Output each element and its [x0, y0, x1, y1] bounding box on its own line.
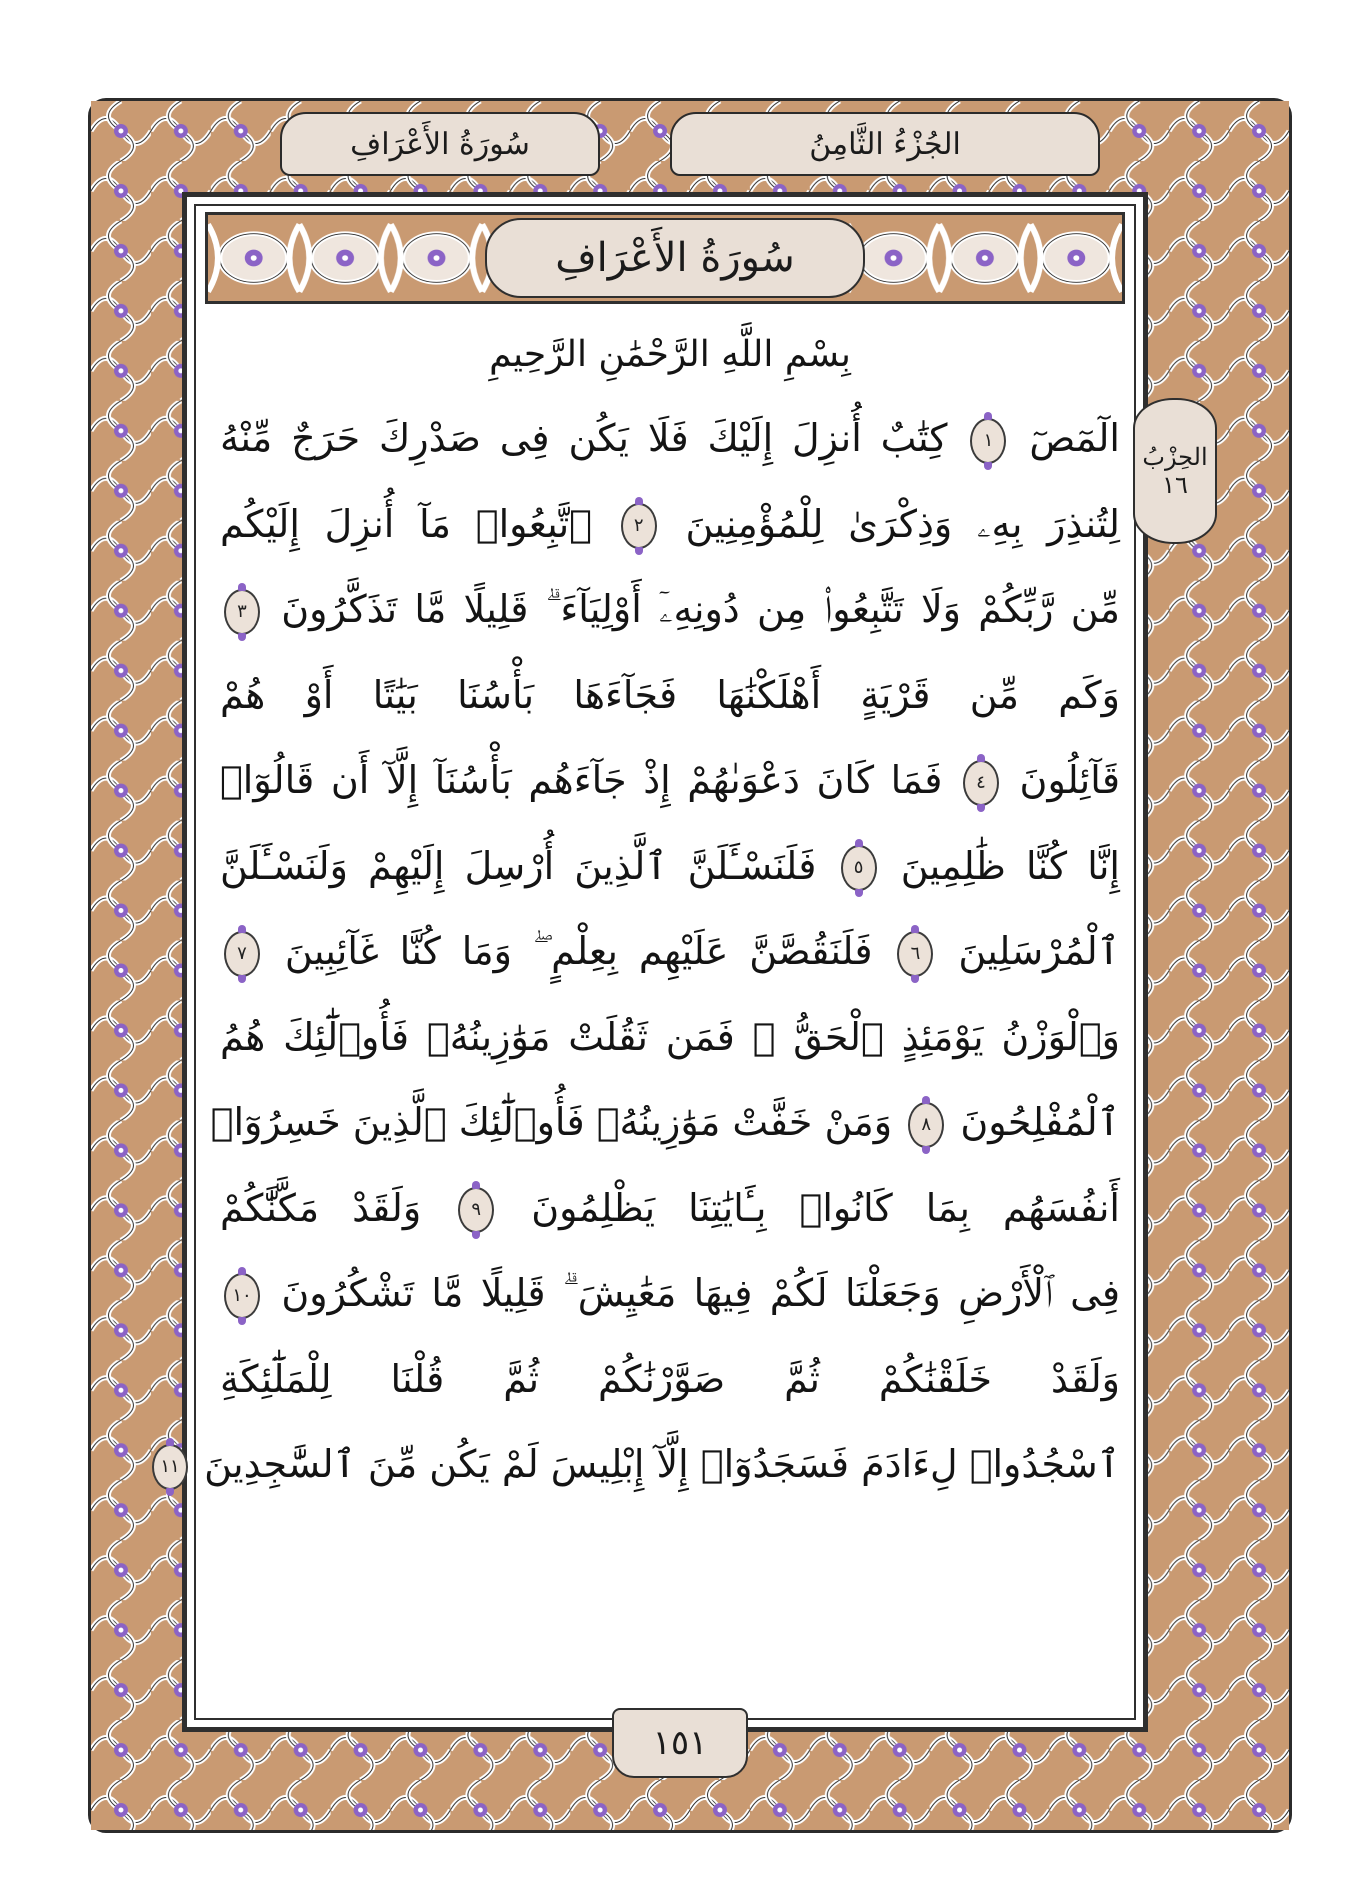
- verse-line: [160, 1424, 1120, 1504]
- verse-text: وَلَقَدْ مَكَّنَّٰكُمْ: [220, 1185, 422, 1230]
- verse-line: [220, 484, 1120, 564]
- juz-title: الجُزْءُ الثَّامِنُ: [670, 112, 1100, 176]
- basmala: بِسْمِ اللَّهِ الرَّحْمَٰنِ الرَّحِيمِ: [489, 334, 851, 375]
- verse-text: مِّن رَّبِّكُمْ وَلَا تَتَّبِعُوا۟ مِن دُونِهِۦٓ أَوْلِيَآءَ ۗ قَلِيلًا مَّا تَذَكَّرُونَ: [281, 587, 1120, 631]
- verse-text: وَمَنْ خَفَّتْ مَوَٰزِينُهُۥ فَأُو۟لَٰٓئِكَ ٱلَّذِينَ خَسِرُوٓا۟: [210, 1100, 893, 1144]
- verse-line: [220, 1339, 1120, 1419]
- verse-text: قَآئِلُونَ: [1019, 758, 1120, 802]
- verse-line: [220, 1168, 1120, 1248]
- verse-line: [220, 740, 1120, 820]
- verse-text: وَٱلْوَزْنُ يَوْمَئِذٍ ٱلْحَقُّ ۚ فَمَن ثَقُلَتْ مَوَٰزِينُهُۥ فَأُو۟لَٰٓئِكَ هُمُ: [220, 1014, 1120, 1059]
- verse-line: [220, 997, 1120, 1077]
- verse-text: ٱسْجُدُوا۟ لِءَادَمَ فَسَجَدُوٓا۟ إِلَّآ إِبْلِيسَ لَمْ يَكُن مِّنَ ٱلسَّٰجِدِينَ: [204, 1442, 1120, 1486]
- verse-text: وَكَم مِّن قَرْيَةٍ أَهْلَكْنَٰهَا فَجَآءَهَا بَأْسُنَا بَيَٰتًا أَوْ هُمْ: [220, 672, 1120, 717]
- ayah-number-marker: ٤: [963, 760, 999, 806]
- hizb-number: ١٦: [1162, 471, 1188, 499]
- verse-line: [220, 1253, 1120, 1333]
- ayah-number-marker: ٧: [224, 931, 260, 977]
- verse-text: ٱلْمُرْسَلِينَ: [958, 929, 1120, 973]
- verse-text: الٓمٓصٓ: [1029, 416, 1120, 460]
- verse-text: فِى ٱلْأَرْضِ وَجَعَلْنَا لَكُمْ فِيهَا مَعَٰيِشَ ۗ قَلِيلًا مَّا تَشْكُرُونَ: [281, 1271, 1120, 1315]
- ayah-number-marker: ١: [970, 418, 1006, 464]
- page-header: [150, 112, 1230, 180]
- ayah-number-marker: ٦: [897, 931, 933, 977]
- verse-text: أَنفُسَهُم بِمَا كَانُوا۟ بِـَٔايَٰتِنَا يَظْلِمُونَ: [531, 1185, 1120, 1230]
- ayah-number-marker: ٢: [621, 503, 657, 549]
- ayah-number-marker: ١٠: [224, 1273, 260, 1319]
- verse-text: فَلَنَقُصَّنَّ عَلَيْهِم بِعِلْمٍ ۖ وَمَا كُنَّا غَآئِبِينَ: [284, 929, 873, 973]
- verse-line: [220, 911, 1120, 991]
- page-number: ١٥١: [612, 1708, 748, 1778]
- verse-text: كِتَٰبٌ أُنزِلَ إِلَيْكَ فَلَا يَكُن فِى صَدْرِكَ حَرَجٌ مِّنْهُ: [220, 416, 948, 460]
- hizb-marker: [1133, 398, 1217, 544]
- header-surah-name: سُورَةُ الأَعْرَافِ: [280, 112, 600, 176]
- verse-text: فَلَنَسْـَٔلَنَّ ٱلَّذِينَ أُرْسِلَ إِلَيْهِمْ وَلَنَسْـَٔلَنَّ: [220, 843, 817, 888]
- ayah-number-marker: ٩: [458, 1187, 494, 1233]
- verse-text: وَلَقَدْ خَلَقْنَٰكُمْ ثُمَّ صَوَّرْنَٰكُمْ ثُمَّ قُلْنَا لِلْمَلَٰٓئِكَةِ: [220, 1356, 1120, 1401]
- verse-line: [210, 1082, 1120, 1162]
- verse-line: [220, 655, 1120, 735]
- ayah-number-marker: ٨: [908, 1102, 944, 1148]
- hizb-label: الحِزْبُ: [1142, 443, 1208, 471]
- ayah-number-marker: ٣: [224, 589, 260, 635]
- verse-text: إِنَّا كُنَّا ظَٰلِمِينَ: [900, 843, 1120, 888]
- surah-title: سُورَةُ الأَعْرَافِ: [485, 218, 865, 298]
- verse-line: [220, 398, 1120, 478]
- verse-text: فَمَا كَانَ دَعْوَىٰهُمْ إِذْ جَآءَهُم بَأْسُنَآ إِلَّآ أَن قَالُوٓا۟: [220, 758, 943, 802]
- verse-line: [220, 826, 1120, 906]
- verse-line: [220, 569, 1120, 649]
- ayah-number-marker: ٥: [841, 845, 877, 891]
- verse-text: لِتُنذِرَ بِهِۦ وَذِكْرَىٰ لِلْمُؤْمِنِينَ: [685, 501, 1120, 546]
- ayah-number-marker: ١١: [152, 1444, 188, 1490]
- verse-text: ٱلْمُفْلِحُونَ: [960, 1100, 1120, 1144]
- verse-text: ٱتَّبِعُوا۟ مَآ أُنزِلَ إِلَيْكُم: [220, 501, 592, 546]
